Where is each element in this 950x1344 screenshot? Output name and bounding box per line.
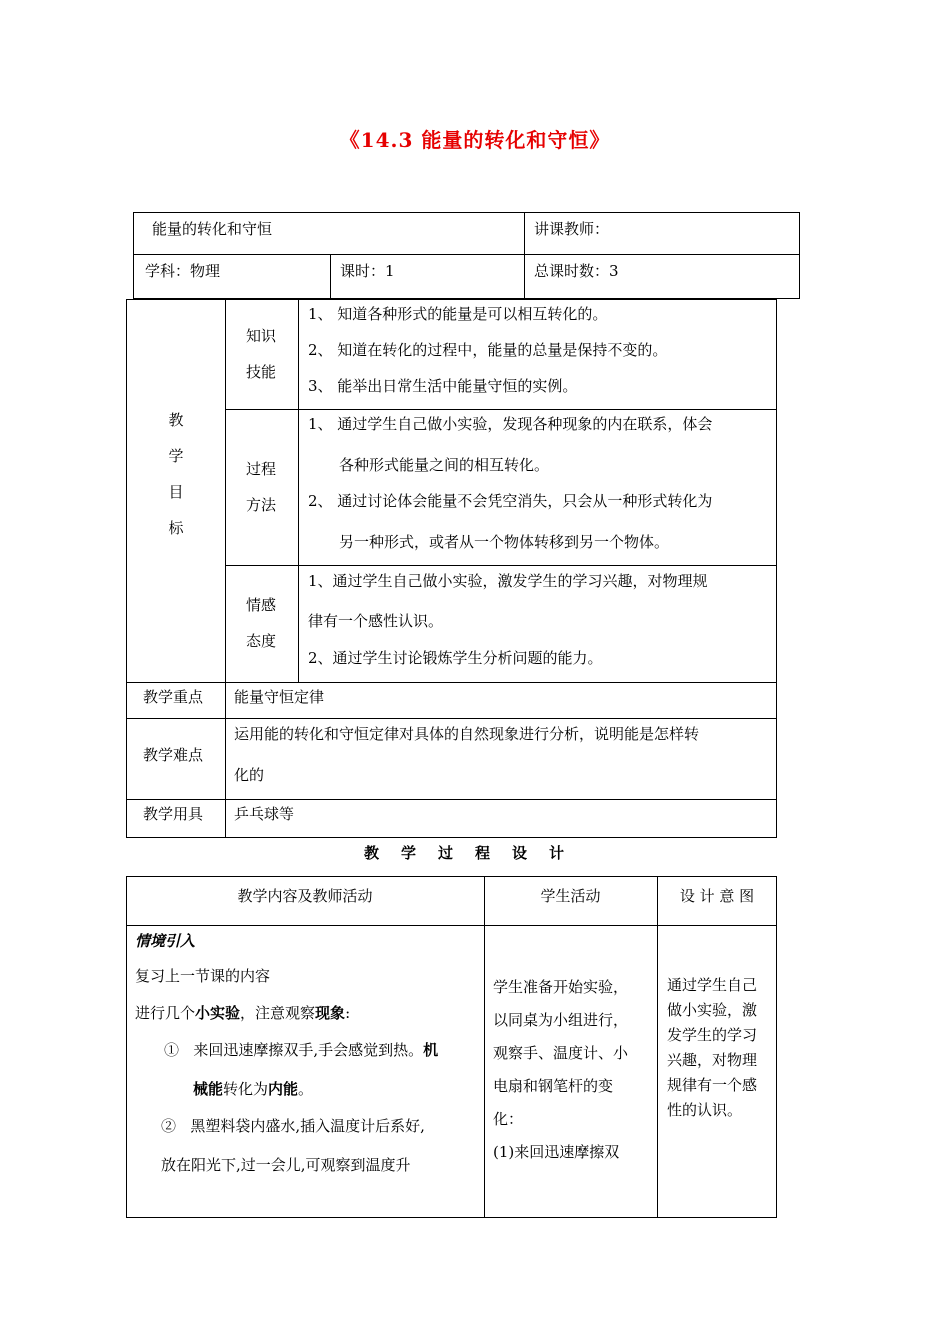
total-periods-field: 总课时数：3 bbox=[534, 262, 619, 280]
process-item-line: 2、 通过讨论体会能量不会凭空消失，只会从一种形式转化为 bbox=[308, 492, 713, 510]
difficulty-line: 化的 bbox=[234, 766, 265, 784]
topic-field: 能量的转化和守恒 bbox=[152, 220, 273, 238]
period-field: 课时：1 bbox=[340, 262, 395, 280]
attitude-line: 2、通过学生讨论锻炼学生分析问题的能力。 bbox=[308, 649, 603, 667]
key-point-label: 教学重点 bbox=[143, 688, 204, 706]
knowledge-label: 知识 技能 bbox=[246, 327, 277, 381]
experiment-item: ② 黑塑料袋内盛水,插入温度计后系好, bbox=[161, 1117, 425, 1135]
attitude-label: 情感 态度 bbox=[246, 596, 277, 650]
process-label: 过程 方法 bbox=[246, 460, 277, 514]
student-activity: 学生准备开始实验， 以同桌为小组进行， 观察手、温度计、小 电扇和钢笔杆的变 化： (1)来回迅速摩擦双 bbox=[493, 978, 629, 1161]
subject-field: 学科：物理 bbox=[145, 262, 221, 280]
column-header: 教学内容及教师活动 bbox=[237, 887, 373, 905]
intro-line: 进行几个小实验，注意观察现象: bbox=[135, 1004, 351, 1022]
knowledge-item: 2、 知道在转化的过程中，能量的总量是保持不变的。 bbox=[308, 341, 668, 359]
process-item-line: 各种形式能量之间的相互转化。 bbox=[339, 456, 550, 474]
tools-label: 教学用具 bbox=[143, 805, 204, 823]
difficulty-line: 运用能的转化和守恒定律对具体的自然现象进行分析，说明能是怎样转 bbox=[234, 725, 700, 743]
tools-value: 乒乓球等 bbox=[234, 805, 295, 823]
page-title: 《14.3 能量的转化和守恒》 bbox=[339, 128, 611, 152]
experiment-item-cont: 放在阳光下,过一会儿,可观察到温度升 bbox=[161, 1156, 411, 1174]
process-item-line: 另一种形式，或者从一个物体转移到另一个物体。 bbox=[339, 533, 670, 551]
column-header: 学生活动 bbox=[540, 887, 601, 905]
experiment-item-cont: 械能转化为内能。 bbox=[193, 1080, 314, 1098]
experiment-item: ① 来回迅速摩擦双手,手会感觉到热。机 bbox=[164, 1041, 439, 1059]
process-item-line: 1、 通过学生自己做小实验，发现各种现象的内在联系，体会 bbox=[308, 415, 713, 433]
design-intent: 通过学生自己 做小实验，激 发学生的学习 兴趣，对物理 规律有一个感 性的认识。 bbox=[667, 976, 758, 1119]
review-text: 复习上一节课的内容 bbox=[135, 967, 271, 985]
attitude-line: 律有一个感性认识。 bbox=[308, 612, 444, 630]
process-heading: 教学过程设计 bbox=[363, 844, 586, 862]
objectives-label: 教 学 目 标 bbox=[168, 411, 184, 537]
section-title: 情境引入 bbox=[135, 932, 196, 950]
attitude-line: 1、通过学生自己做小实验，激发学生的学习兴趣，对物理规 bbox=[308, 572, 708, 590]
difficulty-label: 教学难点 bbox=[143, 746, 204, 764]
knowledge-item: 1、 知道各种形式的能量是可以相互转化的。 bbox=[308, 305, 608, 323]
teacher-label: 讲课教师： bbox=[534, 220, 610, 238]
knowledge-item: 3、 能举出日常生活中能量守恒的实例。 bbox=[308, 377, 578, 395]
column-header: 设 计 意 图 bbox=[679, 887, 755, 905]
key-point-value: 能量守恒定律 bbox=[234, 688, 325, 706]
